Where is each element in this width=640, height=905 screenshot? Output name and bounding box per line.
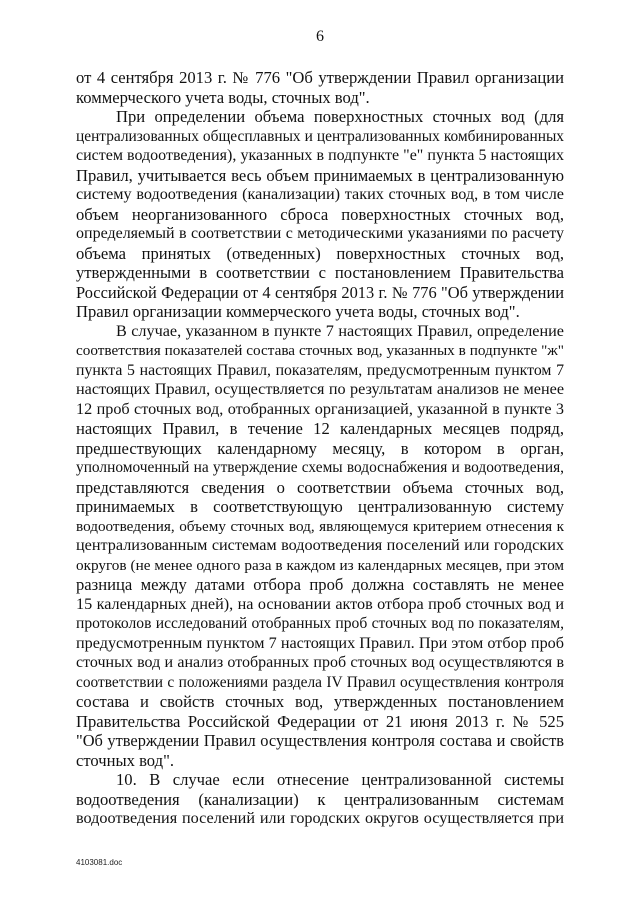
document-body [76,68,564,829]
text-line: 10. В случае если отнесение централизованной системы [116,770,564,789]
text-line: округов (не менее одного раза в каждом из календарных месяцев, при этом [76,556,564,574]
text-line: водоотведения поселений или городских округов осуществляется при [76,809,564,827]
text-line: настоящих Правил, в течение 12 календарных месяцев подряд, [76,419,564,438]
text-line: централизованным системам водоотведения поселений или городских [76,536,564,554]
text-line: централизованных общесплавных и централизованных комбинированных [76,127,564,145]
text-line: При определении объема поверхностных сточных вод (для [116,107,564,126]
text-line: уполномоченный на утверждение схемы водоснабжения и водоотведения, [76,459,564,476]
text-line: пункта 5 настоящих Правил, показателям, предусмотренным пунктом 7 [76,361,564,379]
text-line: от 4 сентября 2013 г. № 776 "Об утверждении Правил организации [76,68,564,87]
text-line: Правительства Российской Федерации от 21 июня 2013 г. № 525 [76,711,564,731]
text-line: 12 проб сточных вод, отобранных организацией, указанной в пункте 3 [76,399,564,418]
text-line: сточных вод и анализ отобранных проб сточных вод осуществляются в [76,654,564,671]
text-line: Российской Федерации от 4 сентября 2013 г. № 776 "Об утверждении [76,282,564,302]
text-line: настоящих Правил, осуществляется по результатам анализов не менее [76,380,564,398]
text-line: водоотведения (канализации) к централизованным системам [76,789,564,809]
text-line: принимаемых в соответствующую централизованную систему [76,497,564,516]
text-line: утвержденными в соответствии с постановлением Правительства [76,263,564,282]
text-line: определяемый в соответствии с методическими указаниями по расчету [76,225,564,242]
text-line: Правил, учитывается весь объем принимаемых в централизованную [76,165,564,185]
text-line: объем неорганизованного сброса поверхностных сточных вод, [76,204,564,224]
text-line: "Об утверждении Правил осуществления контроля состава и свойств [76,731,564,750]
text-line: объема принятых (отведенных) поверхностных сточных вод, [76,243,564,263]
text-line: 15 календарных дней), на основании актов отбора проб сточных вод и [76,594,564,613]
text-line: коммерческого учета воды, сточных вод". [76,87,370,107]
text-line: систему водоотведения (канализации) таких сточных вод, в том числе [76,185,564,203]
text-line: сточных вод". [76,750,174,770]
text-line: водоотведения, объему сточных вод, являющемуся критерием отнесения к [76,517,564,535]
text-line: предшествующих календарному месяцу, в котором в орган, [76,438,564,458]
text-line: соответствии с положениями раздела IV Правил осуществления контроля [76,673,564,691]
text-line: протоколов исследований отобранных проб сточных вод по показателям, [76,615,564,632]
text-line: В случае, указанном в пункте 7 настоящих Правил, определение [116,321,564,340]
text-line: представляются сведения о соответствии объема сточных вод, [76,477,564,497]
text-line: разница между датами отбора проб должна составлять не менее [76,575,564,594]
text-line: Правил организации коммерческого учета воды, сточных вод". [76,302,520,321]
text-line: систем водоотведения), указанных в подпункте "е" пункта 5 настоящих [76,147,564,164]
page-number: 6 [316,28,324,45]
footer-filename: 4103081.doc [76,858,123,867]
text-line: состава и свойств сточных вод, утвержденных постановлением [76,692,564,711]
text-line: соответствия показателей состава сточных вод, указанных в подпункте "ж" [76,342,564,359]
text-line: предусмотренным пунктом 7 настоящих Правил. При этом отбор проб [76,633,564,652]
